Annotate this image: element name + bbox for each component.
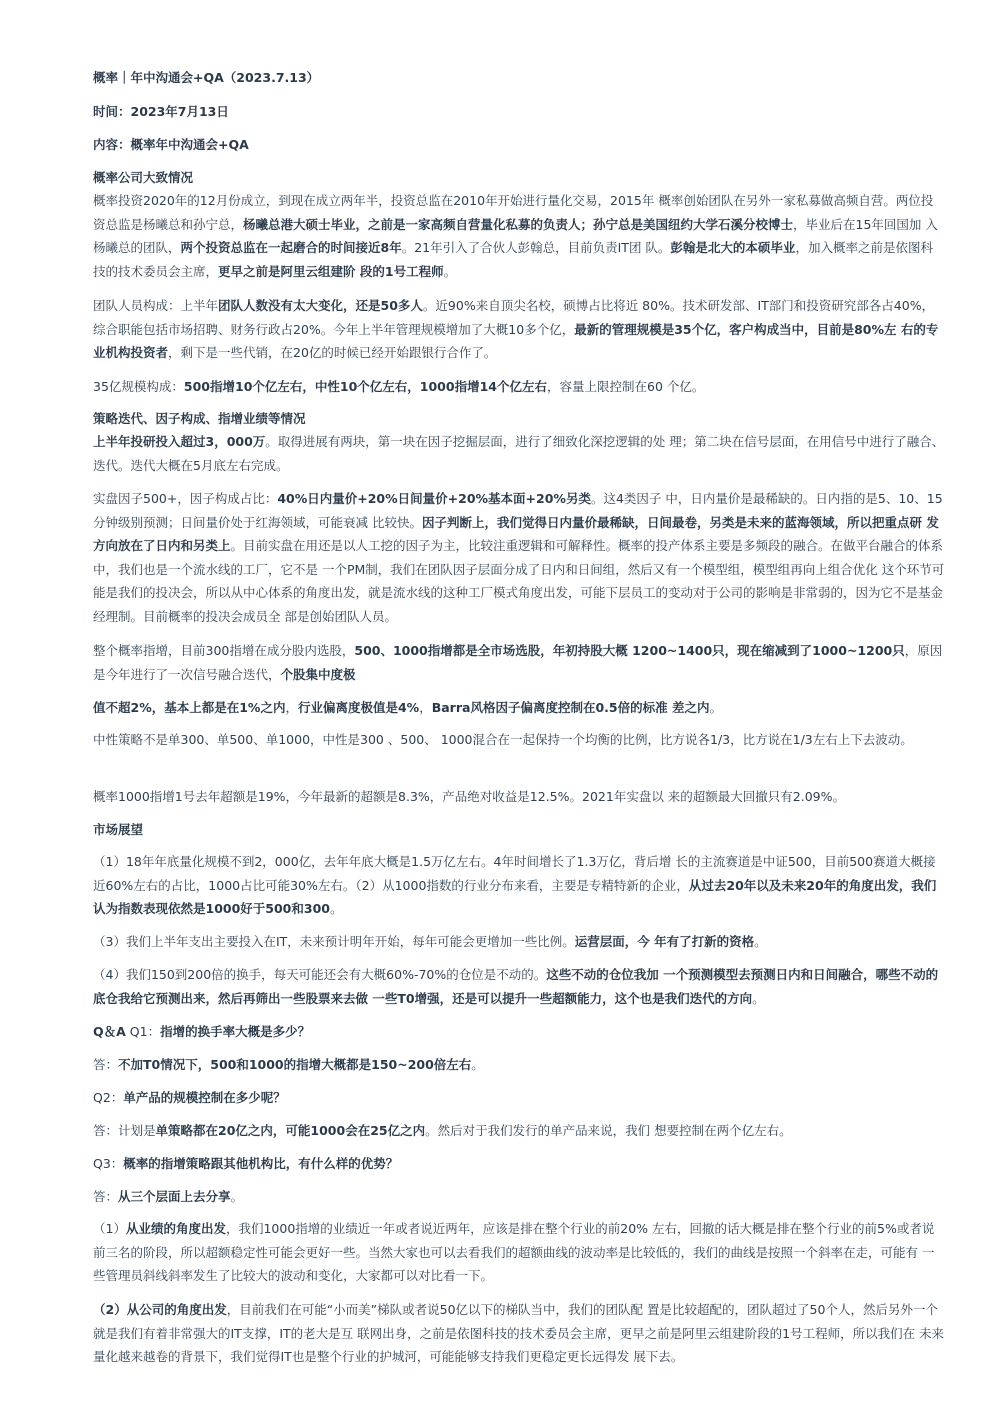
section-heading-company: 概率公司大致情况: [93, 170, 194, 185]
bold-span: 500指增10个亿左右，中性10个亿左右，1000指增14个亿左右: [183, 379, 547, 394]
bold-span: 团队人数没有太大变化，还是50多人: [218, 298, 423, 313]
text-span: 整个概率指增，目前300指增在成分股内选股，: [93, 643, 355, 658]
strategy-paragraph-5: 中性策略不是单300、单500、单1000，中性是300 、500、 1000混合在一起保持一个均衡的比例，比方说各1/3，比方说在1/3左右上下去波动。: [93, 732, 913, 747]
company-paragraph-1: [93, 189, 945, 283]
text-span: 。: [329, 901, 343, 916]
text-span: ，容量上限控制在60 个亿。: [546, 379, 705, 394]
text-span: ，我们1000指增的业绩近一年或者说近两年，应该是排在整个行业的前20% 左右，回撤的话大概是排在整个行业的前5%或者说前三名的阶段，所以超额稳定性可能会更好一些。当然大家也可以去看我们的超额曲线的波动率是比较低的，我们的曲线是按照一个斜率在走，可能有 一些管理员斜线斜率发生了比较大的波动和变化，大家都可以对比看一下。: [93, 1221, 935, 1283]
bold-span: 概率的指增策略跟其他机构比，有什么样的优势？: [123, 1156, 399, 1171]
bold-span: 杨曦总港大硕士毕业，之前是一家高频自营量化私募的负责人；孙宁总是美国纽约大学石溪分校博士: [243, 216, 794, 232]
bold-span: 单策略都在20亿之内，可能1000会在25亿之内: [155, 1123, 426, 1138]
text-span: 。目前实盘在用还是以人工挖的因子为主，比较注重逻辑和可解释性。概率的投产体系主要是多频段的融合。在做平台融合的体系中，我们也是一个流水线的工厂，它不是 一个PM制，我们在团队因子层面分成了日内和日间组，然后又有一个模型组，模型组再向上组合优化 这个环节可能是我们的投决会，所以从中心体系的角度出发，就是流水线的这种工厂模式角度出发，可能下层员工的变动对于公司的影响是非常弱的，因为它不是基金经理制。目前概率的投决会成员全 部是创始团队人员。: [93, 538, 945, 624]
text-span: ，: [419, 700, 432, 715]
qa-question-1: [93, 1020, 945, 1044]
text-span: 。: [709, 700, 722, 715]
text-span: 。这4类因子 中，日内量价是最稀缺的。日内指的是5、10、15分钟级别预测；日间量价处于红海领域，可能衰减 比较快。: [93, 491, 943, 530]
outlook-paragraph-1: [93, 850, 945, 921]
text-span: ，毕业后在15年回国加 入杨曦总的团队，: [93, 216, 938, 255]
text-span: 。21年引入了合伙人彭翰总，目前负责IT团 队。: [401, 240, 671, 255]
bold-span: 彭翰是北大的本硕毕业: [670, 240, 796, 255]
text-span: 答：: [93, 1189, 119, 1204]
strategy-paragraph-4: [93, 696, 945, 720]
text-span: ，: [285, 700, 298, 715]
doc-title: 概率｜年中沟通会+QA（2023.7.13）: [93, 70, 320, 85]
text-span: 答：: [93, 1057, 119, 1072]
bold-span: 不加T0情况下，500和1000的指增大概都是150~200倍左右: [118, 1057, 472, 1072]
text-span: Q1：: [125, 1024, 161, 1039]
strategy-paragraph-2: [93, 487, 945, 628]
text-span: Q2：: [93, 1090, 124, 1105]
text-span: ，剩下是一些代销，在20亿的时候已经开始跟银行合作了。: [168, 345, 497, 360]
text-span: 。: [471, 1057, 484, 1072]
bold-span: 运营层面，今 年有了打新的资格: [574, 934, 755, 949]
text-span: 。: [752, 990, 765, 1006]
text-span: 答：计划是: [93, 1123, 156, 1138]
strategy-paragraph-1: [93, 430, 945, 477]
text-span: 团队人员构成：上半年: [93, 298, 219, 313]
qa-answer-3-point-2: [93, 1298, 945, 1369]
text-span: （1）: [93, 1221, 126, 1236]
text-span: （4）我们150到200倍的换手，每天可能还会有大概60%-70%的仓位是不动的。: [93, 967, 547, 982]
bold-span: 行业偏离度极值是4%: [297, 700, 420, 715]
bold-span: 两个投资总监在一起磨合的时间接近8年: [180, 240, 402, 255]
text-span: （1）18年年底量化规模不到2，000亿，去年年底大概是1.5万亿左右。4年时间增长了1.3万亿，背后增 长的主流赛道是中证500，目前500赛道大概接近60%左右的占比，1000占比可能30%左右。（2）从1000指数的行业分布来看，主要是专精特新的企业，: [93, 854, 936, 893]
company-paragraph-3: [93, 375, 945, 399]
bold-span: 因子判断上，我们觉得日内量价最稀缺，日间最卷，另类是未来的蓝海领域，所以把重点研 发方向放在了日内和另类上: [93, 514, 939, 553]
bold-span: 从过去20年以及未来20年的角度出发，我们认为指数表现依然是1000好于500和300: [93, 877, 937, 916]
strategy-paragraph-3: [93, 639, 945, 686]
doc-time: 时间：2023年7月13日: [93, 104, 229, 119]
outlook-paragraph-2: [93, 930, 945, 954]
bold-span: Barra风格因子偏离度控制在0.5倍的标准 差之内: [431, 700, 710, 715]
text-span: Q3：: [93, 1156, 124, 1171]
qa-question-2: [93, 1086, 945, 1110]
bold-span: 从三个层面上去分享: [118, 1189, 231, 1204]
text-span: 35亿规模构成：: [93, 379, 184, 394]
bold-span: 单产品的规模控制在多少呢？: [123, 1090, 286, 1105]
section-heading-outlook: 市场展望: [93, 822, 144, 837]
qa-answer-3: [93, 1185, 945, 1209]
text-span: （3）我们上半年支出主要投入在IT，未来预计明年开始，每年可能会更增加一些比例。: [93, 934, 575, 949]
text-span: 。: [230, 1189, 244, 1204]
text-span: 。: [754, 934, 767, 949]
section-heading-strategy: 策略迭代、因子构成、指增业绩等情况: [93, 411, 306, 426]
bold-span: （2）从公司的角度出发: [93, 1302, 227, 1317]
bold-span: 最新的管理规模是35个亿，客户构成当中，目前是80%左 右的专业机构投资者: [93, 321, 939, 360]
bold-span: 这些不动的仓位我加 一个预测模型去预测日内和日间融合，哪些不动的底仓我给它预测出来，然后再筛出一些股票来去做 一些T0增强，还是可以提升一些超额能力，这个也是我们迭代的方向: [93, 967, 939, 1006]
bold-span: 更早之前是阿里云组建阶 段的1号工程师: [218, 263, 444, 279]
doc-content-line: 内容：概率年中沟通会+QA: [93, 137, 249, 152]
bold-span: 个股集中度极: [280, 666, 356, 682]
qa-answer-1: [93, 1053, 945, 1077]
qa-answer-3-point-1: [93, 1217, 945, 1288]
bold-span: 上半年投研投入超过3，000万: [93, 434, 266, 449]
bold-span: 指增的换手率大概是多少？: [160, 1024, 311, 1039]
bold-span: 500、1000指增都是全市场选股，年初持股大概 1200~1400只，现在缩减到了1000~1200只: [354, 643, 905, 658]
text-span: ，目前我们在可能“小而美”梯队或者说50亿以下的梯队当中，我们的团队配 置是比较超配的，团队超过了50个人，然后另外一个就是我们有着非常强大的IT支撑，IT的老大是互 联网出身，之前是依图科技的技术委员会主席，更早之前是阿里云组建阶段的1号工程师，所以我们在 未来量化越来越卷的背景下，我们觉得IT也是整个行业的护城河，可能能够支持我们更稳定更长远得发 展下去。: [93, 1302, 945, 1364]
qa-answer-2: [93, 1119, 945, 1143]
strategy-paragraph-6: 概率1000指增1号去年超额是19%，今年最新的超额是8.3%，产品绝对收益是12.5%。2021年实盘以 来的超额最大回撤只有2.09%。: [93, 789, 846, 804]
text-span: 概率投资2020年的12月份成立，到现在成立两年半，投资总监在2010年开始进行量化交易，2015年 概率创始团队在另外一家私募做高频自营。两位投资总监是杨曦总和孙宁总，: [93, 193, 934, 232]
text-span: 。然后对于我们发行的单产品来说，我们 想要控制在两个亿左右。: [425, 1123, 792, 1138]
company-paragraph-2: [93, 294, 945, 365]
bold-span: 从业绩的角度出发: [125, 1221, 226, 1236]
bold-span: 值不超2%，基本上都是在1%之内: [93, 700, 286, 715]
bold-span: 40%日内量价+20%日间量价+20%基本面+20%另类: [277, 491, 591, 506]
text-span: 。: [443, 263, 457, 279]
outlook-paragraph-3: [93, 963, 945, 1010]
text-span: 。近90%来自顶尖名校，硕博占比将近 80%。技术研发部、IT部门和投资研究部各占40%，综合职能包括市场招聘、财务行政占20%。今年上半年管理规模增加了大概10多个亿，: [93, 298, 935, 337]
text-span: ，加入概率之前是依图科技的技术委员会主席，: [93, 240, 933, 279]
qa-question-3: [93, 1152, 945, 1176]
text-span: 。取得进展有两块，第一块在因子挖掘层面，进行了细致化深挖逻辑的处 理；第二块在信号层面，在用信号中进行了融合、迭代。迭代大概在5月底左右完成。: [93, 434, 945, 473]
text-span: 实盘因子500+，因子构成占比：: [93, 491, 278, 506]
text-span: ，原因是今年进行了一次信号融合迭代，: [93, 643, 943, 682]
qa-label: Q＆A: [93, 1024, 126, 1039]
